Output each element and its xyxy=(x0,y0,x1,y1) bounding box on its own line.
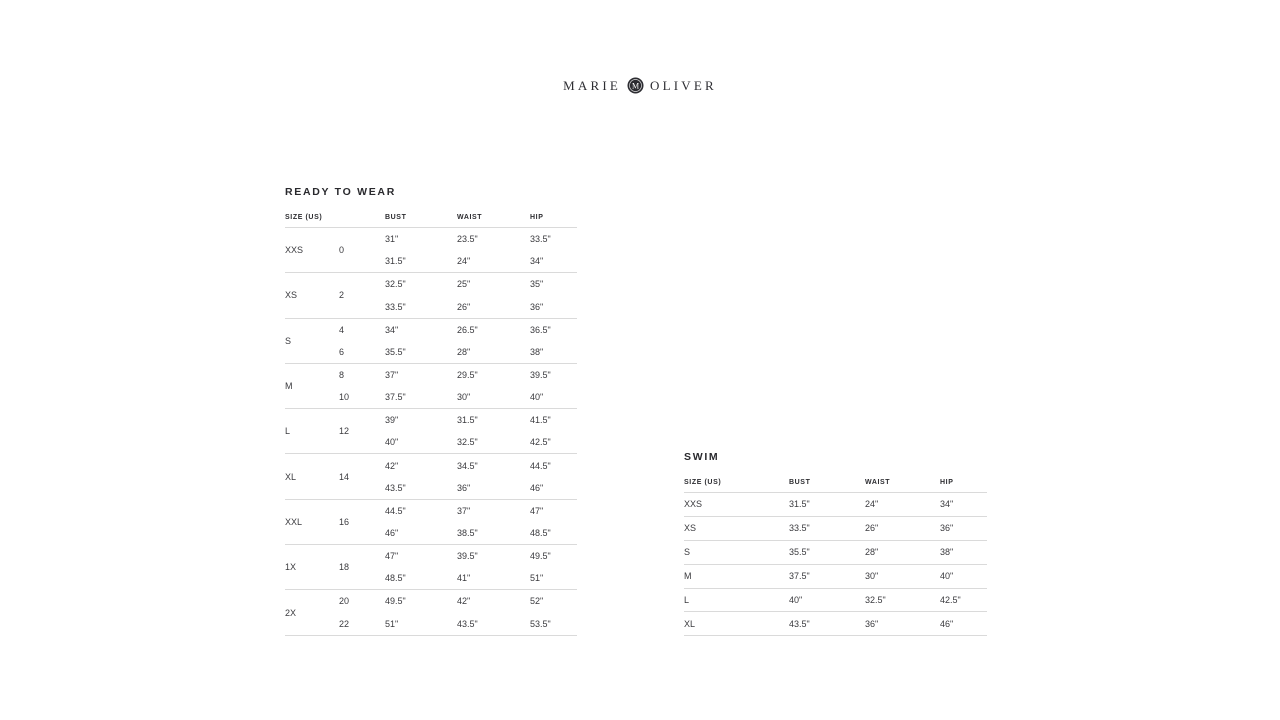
rtw-size-label: XXL xyxy=(285,516,303,527)
brand-name-right: OLIVER xyxy=(650,77,717,93)
rtw-bust-value: 48.5" xyxy=(385,573,406,584)
rtw-header-waist: WAIST xyxy=(457,214,483,221)
swim-size-label: M xyxy=(684,571,692,582)
swim-bust-value: 37.5" xyxy=(789,571,810,582)
rtw-size-row xyxy=(285,319,577,364)
rtw-size-row xyxy=(285,454,577,499)
rtw-size-row xyxy=(285,409,577,454)
rtw-hip-value: 53.5" xyxy=(530,618,551,629)
ready-to-wear-title: READY TO WEAR xyxy=(285,186,396,198)
swim-header-size: SIZE (US) xyxy=(684,479,722,486)
rtw-size-label: S xyxy=(285,335,292,346)
swim-header-bust: BUST xyxy=(789,479,811,486)
swim-size-row xyxy=(684,612,987,636)
rtw-waist-value: 24" xyxy=(457,256,471,267)
swim-bust-value: 33.5" xyxy=(789,523,810,534)
svg-text:M: M xyxy=(631,81,640,91)
rtw-hip-value: 52" xyxy=(530,596,544,607)
swim-waist-value: 24" xyxy=(865,499,879,510)
rtw-waist-value: 29.5" xyxy=(457,369,478,380)
rtw-bust-value: 37.5" xyxy=(385,392,406,403)
mo-monogram-icon xyxy=(627,77,644,94)
rtw-size-number: 22 xyxy=(339,618,350,629)
rtw-bust-value: 31" xyxy=(385,234,399,245)
swim-bust-value: 43.5" xyxy=(789,618,810,629)
rtw-bust-value: 35.5" xyxy=(385,346,406,357)
rtw-bust-value: 49.5" xyxy=(385,596,406,607)
rtw-waist-value: 32.5" xyxy=(457,437,478,448)
swim-size-row xyxy=(684,541,987,565)
rtw-hip-value: 35" xyxy=(530,279,544,290)
swim-title: SWIM xyxy=(684,451,720,463)
rtw-bust-value: 33.5" xyxy=(385,301,406,312)
rtw-size-number: 6 xyxy=(339,346,345,357)
rtw-size-number: 18 xyxy=(339,562,350,573)
swim-size-row xyxy=(684,493,987,517)
rtw-hip-value: 51" xyxy=(530,573,544,584)
rtw-hip-value: 46" xyxy=(530,482,544,493)
rtw-bust-value: 40" xyxy=(385,437,399,448)
rtw-hip-value: 36" xyxy=(530,301,544,312)
rtw-hip-value: 48.5" xyxy=(530,527,551,538)
rtw-bust-value: 47" xyxy=(385,551,399,562)
rtw-hip-value: 47" xyxy=(530,505,544,516)
swim-size-label: XS xyxy=(684,523,697,534)
rtw-header-size: SIZE (US) xyxy=(285,214,323,221)
rtw-size-label: 2X xyxy=(285,607,297,618)
ready-to-wear-section xyxy=(285,186,577,636)
rtw-size-number: 12 xyxy=(339,426,350,437)
rtw-header-row xyxy=(285,214,577,228)
swim-hip-value: 34" xyxy=(940,499,954,510)
swim-waist-value: 26" xyxy=(865,523,879,534)
rtw-waist-value: 41" xyxy=(457,573,471,584)
rtw-bust-value: 51" xyxy=(385,618,399,629)
rtw-size-number: 16 xyxy=(339,516,350,527)
swim-section xyxy=(684,451,987,636)
rtw-size-label: 1X xyxy=(285,562,297,573)
rtw-size-row xyxy=(285,545,577,590)
swim-hip-value: 46" xyxy=(940,618,954,629)
rtw-waist-value: 39.5" xyxy=(457,551,478,562)
swim-hip-value: 42.5" xyxy=(940,595,961,605)
rtw-size-label: XXS xyxy=(285,245,304,256)
rtw-waist-value: 43.5" xyxy=(457,618,478,629)
swim-size-label: L xyxy=(684,595,690,605)
rtw-waist-value: 36" xyxy=(457,482,471,493)
rtw-waist-value: 25" xyxy=(457,279,471,290)
swim-hip-value: 38" xyxy=(940,547,954,558)
rtw-waist-value: 31.5" xyxy=(457,415,478,426)
rtw-waist-value: 34.5" xyxy=(457,460,478,471)
swim-size-label: S xyxy=(684,547,691,558)
rtw-size-row xyxy=(285,273,577,318)
swim-waist-value: 32.5" xyxy=(865,595,886,605)
rtw-hip-value: 42.5" xyxy=(530,437,551,448)
rtw-hip-value: 40" xyxy=(530,392,544,403)
rtw-size-number: 14 xyxy=(339,471,350,482)
rtw-hip-value: 41.5" xyxy=(530,415,551,426)
rtw-bust-value: 43.5" xyxy=(385,482,406,493)
rtw-size-label: M xyxy=(285,381,293,392)
rtw-header-bust: BUST xyxy=(385,214,407,221)
rtw-hip-value: 36.5" xyxy=(530,324,551,335)
swim-bust-value: 35.5" xyxy=(789,547,810,558)
swim-header-hip: HIP xyxy=(940,479,954,486)
rtw-waist-value: 30" xyxy=(457,392,471,403)
rtw-bust-value: 34" xyxy=(385,324,399,335)
swim-size-row xyxy=(684,565,987,589)
rtw-hip-value: 49.5" xyxy=(530,551,551,562)
rtw-bust-value: 42" xyxy=(385,460,399,471)
rtw-waist-value: 37" xyxy=(457,505,471,516)
swim-size-label: XL xyxy=(684,618,696,629)
swim-waist-value: 36" xyxy=(865,618,879,629)
rtw-waist-value: 23.5" xyxy=(457,234,478,245)
swim-hip-value: 36" xyxy=(940,523,954,534)
rtw-size-label: XL xyxy=(285,471,297,482)
rtw-bust-value: 39" xyxy=(385,415,399,426)
swim-size-row xyxy=(684,589,987,613)
brand-name-left: MARIE xyxy=(563,77,622,93)
rtw-size-label: L xyxy=(285,426,291,437)
rtw-size-number: 20 xyxy=(339,596,350,607)
brand-logo xyxy=(0,77,1280,94)
swim-waist-value: 30" xyxy=(865,571,879,582)
rtw-hip-value: 38" xyxy=(530,346,544,357)
swim-size-row xyxy=(684,517,987,541)
rtw-waist-value: 26" xyxy=(457,301,471,312)
swim-hip-value: 40" xyxy=(940,571,954,582)
rtw-size-number: 2 xyxy=(339,290,345,301)
rtw-size-label: XS xyxy=(285,290,298,301)
rtw-hip-value: 33.5" xyxy=(530,234,551,245)
swim-waist-value: 28" xyxy=(865,547,879,558)
swim-size-label: XXS xyxy=(684,499,703,510)
rtw-bust-value: 31.5" xyxy=(385,256,406,267)
rtw-size-row xyxy=(285,228,577,273)
swim-header-row xyxy=(684,479,987,493)
rtw-waist-value: 28" xyxy=(457,346,471,357)
rtw-size-number: 8 xyxy=(339,369,345,380)
swim-bust-value: 31.5" xyxy=(789,499,810,510)
rtw-size-number: 4 xyxy=(339,324,345,335)
rtw-size-number: 0 xyxy=(339,245,345,256)
swim-header-waist: WAIST xyxy=(865,479,891,486)
rtw-header-hip: HIP xyxy=(530,214,544,221)
rtw-waist-value: 26.5" xyxy=(457,324,478,335)
rtw-hip-value: 39.5" xyxy=(530,369,551,380)
rtw-size-number: 10 xyxy=(339,392,350,403)
rtw-size-row xyxy=(285,590,577,635)
rtw-size-row xyxy=(285,364,577,409)
rtw-bust-value: 44.5" xyxy=(385,505,406,516)
rtw-bust-value: 32.5" xyxy=(385,279,406,290)
rtw-waist-value: 42" xyxy=(457,596,471,607)
rtw-size-row xyxy=(285,500,577,545)
rtw-bust-value: 46" xyxy=(385,527,399,538)
swim-bust-value: 40" xyxy=(789,595,803,605)
rtw-hip-value: 44.5" xyxy=(530,460,551,471)
rtw-hip-value: 34" xyxy=(530,256,544,267)
rtw-bust-value: 37" xyxy=(385,369,399,380)
rtw-waist-value: 38.5" xyxy=(457,527,478,538)
